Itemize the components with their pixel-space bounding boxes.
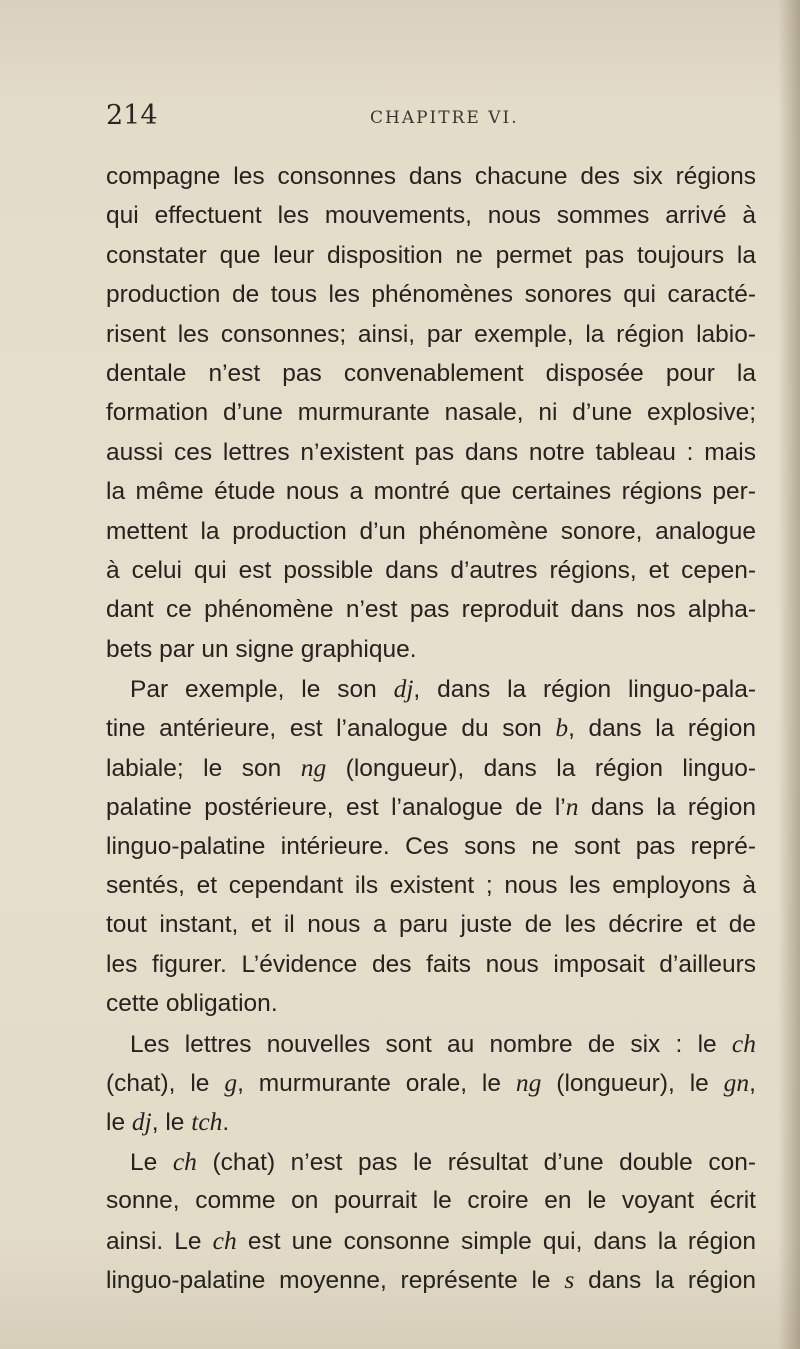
text-line xyxy=(106,866,756,905)
text-run: constater que leur disposition ne permet pas toujours la xyxy=(106,241,756,269)
italic-run: b xyxy=(555,713,569,743)
text-run: production de tous les phénomènes sonores qui caracté- xyxy=(106,281,756,309)
text-run: linguo-palatine intérieure. Ces sons ne sont pas repré- xyxy=(106,832,756,860)
text-line xyxy=(106,315,756,354)
italic-run: g xyxy=(224,1067,238,1097)
text-run: , dans la région xyxy=(568,715,757,743)
text-run: , murmurante orale, le xyxy=(237,1069,516,1097)
text-line xyxy=(106,1181,756,1220)
text-line xyxy=(106,1063,756,1102)
text-run: bets par un signe graphique. xyxy=(106,635,417,663)
italic-run: n xyxy=(565,792,579,822)
text-run: qui effectuent les mouvements, nous sommes arrivé à xyxy=(106,202,756,230)
text-line xyxy=(106,787,756,826)
text-run: dentale n’est pas convenablement disposée pour la xyxy=(106,359,756,387)
text-run: palatine postérieure, est l’analogue de l’ xyxy=(106,794,566,822)
text-line xyxy=(106,708,756,747)
text-run: (longueur), le xyxy=(541,1069,724,1097)
text-line xyxy=(106,551,756,590)
text-line xyxy=(106,433,756,472)
text-run: (chat), le xyxy=(106,1069,225,1097)
italic-run: ch xyxy=(212,1225,237,1255)
text-line xyxy=(106,630,756,669)
text-run: mettent la production d’un phénomène sonore, analogue xyxy=(106,517,756,545)
text-run: , dans la région linguo-pala- xyxy=(413,676,756,704)
text-run: est une consonne simple qui, dans la région xyxy=(236,1227,757,1255)
italic-run: ch xyxy=(172,1146,197,1176)
text-line xyxy=(106,905,756,944)
text-run: Les lettres nouvelles sont au nombre de six : le xyxy=(130,1030,732,1058)
text-run: cette obligation. xyxy=(106,990,278,1018)
text-run: (longueur), dans la région linguo- xyxy=(326,754,756,782)
text-line xyxy=(106,1260,756,1299)
text-line xyxy=(106,236,756,275)
text-line xyxy=(106,669,756,708)
body-text xyxy=(106,157,756,1299)
text-run: Par exemple, le son xyxy=(130,676,394,704)
text-run: Le xyxy=(130,1148,173,1176)
text-line xyxy=(106,590,756,629)
text-run: dans la région xyxy=(578,794,756,822)
text-line xyxy=(106,196,756,235)
text-line xyxy=(106,827,756,866)
page-number: 214 xyxy=(106,100,158,131)
text-run: , le xyxy=(151,1109,192,1137)
text-run: tout instant, et il nous a paru juste de les décrire et de xyxy=(106,911,756,939)
text-run: compagne les consonnes dans chacune des six régions xyxy=(106,163,756,190)
text-run: dans la région xyxy=(574,1266,756,1294)
text-run: la même étude nous a montré que certaines régions per- xyxy=(106,478,756,506)
text-line xyxy=(106,1024,756,1063)
text-run: ainsi. Le xyxy=(106,1227,213,1255)
italic-run: ng xyxy=(515,1067,542,1097)
text-line xyxy=(106,1142,756,1181)
text-run: tine antérieure, est l’analogue du son xyxy=(106,715,556,743)
italic-run: tch xyxy=(191,1107,223,1137)
italic-run: ng xyxy=(300,752,327,782)
italic-run: dj xyxy=(131,1107,152,1137)
text-line xyxy=(106,157,756,196)
text-run: le xyxy=(106,1109,132,1137)
text-line xyxy=(106,984,756,1023)
text-line xyxy=(106,1102,756,1141)
text-run: aussi ces lettres n’existent pas dans notre tableau : mais xyxy=(106,438,756,466)
text-run: risent les consonnes; ainsi, par exemple, la région labio- xyxy=(106,320,756,348)
italic-run: ch xyxy=(731,1028,756,1058)
page-header xyxy=(106,96,756,136)
text-run: formation d’une murmurante nasale, ni d’une explosive; xyxy=(106,399,756,427)
italic-run: gn xyxy=(723,1067,750,1097)
text-line xyxy=(106,275,756,314)
text-run: (chat) n’est pas le résultat d’une double con- xyxy=(196,1148,756,1176)
text-line xyxy=(106,1221,756,1260)
text-line xyxy=(106,945,756,984)
text-run: les figurer. L’évidence des faits nous imposait d’ailleurs xyxy=(106,950,756,978)
text-run: labiale; le son xyxy=(106,754,301,782)
text-line xyxy=(106,354,756,393)
text-run: . xyxy=(222,1109,230,1137)
text-line xyxy=(106,393,756,432)
text-line xyxy=(106,748,756,787)
text-run: dant ce phénomène n’est pas reproduit dans nos alpha- xyxy=(106,596,756,624)
italic-run: s xyxy=(564,1264,575,1294)
text-line xyxy=(106,472,756,511)
text-run: sonne, comme on pourrait le croire en le voyant écrit xyxy=(106,1187,756,1215)
text-run: , xyxy=(749,1069,756,1097)
italic-run: dj xyxy=(393,674,414,704)
running-head: CHAPITRE VI. xyxy=(370,108,519,128)
text-run: à celui qui est possible dans d’autres régions, et cepen- xyxy=(106,556,756,584)
text-run: linguo-palatine moyenne, représente le xyxy=(106,1266,565,1294)
text-run: sentés, et cependant ils existent ; nous les employons à xyxy=(106,872,756,900)
text-line xyxy=(106,512,756,551)
